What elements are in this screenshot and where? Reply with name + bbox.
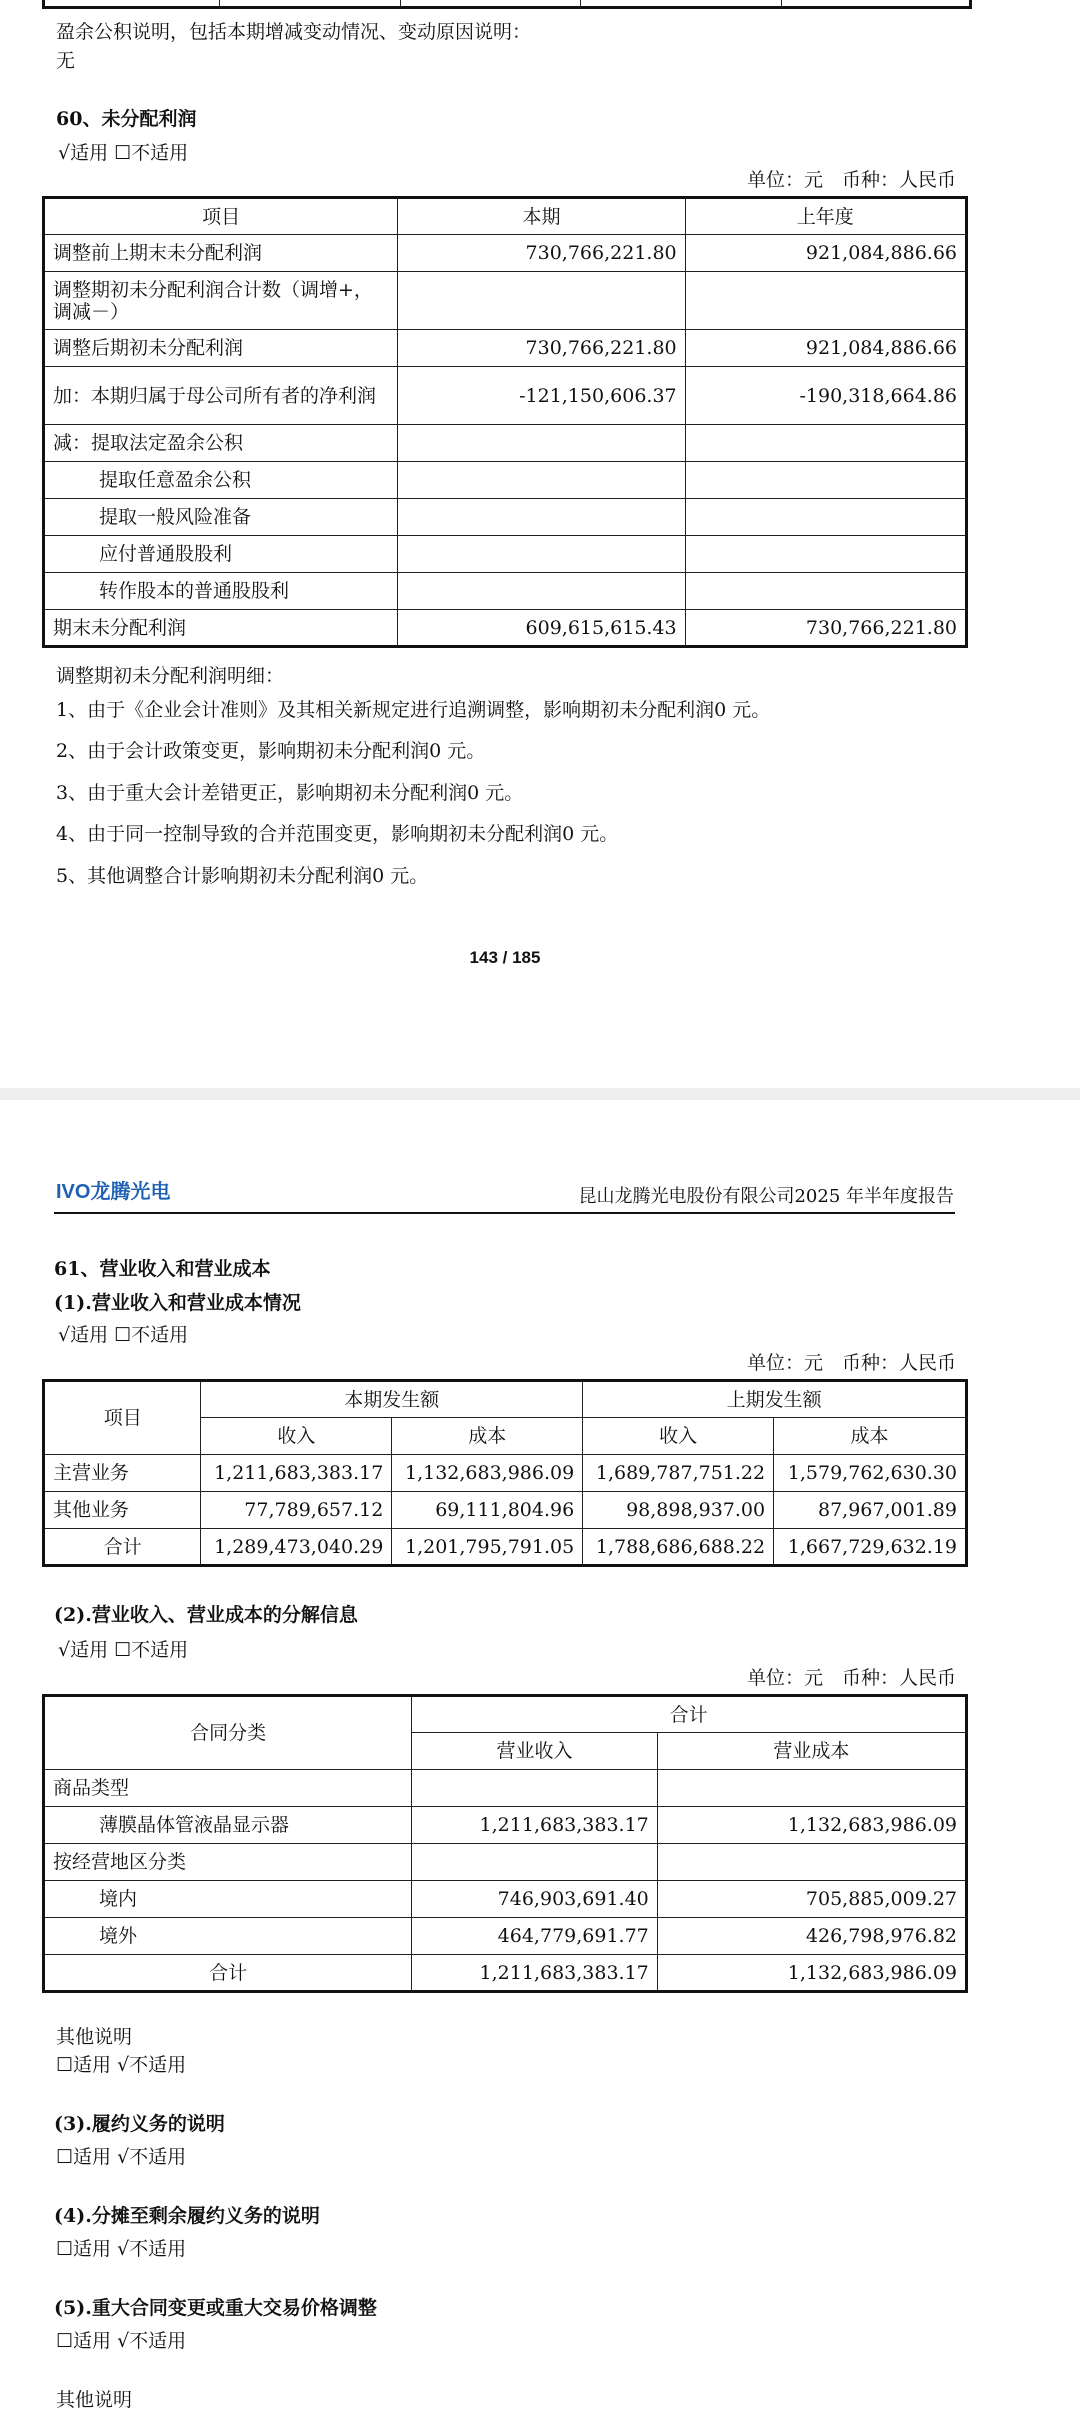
adjustment-detail-title: 调整期初未分配利润明细： [56, 665, 285, 687]
row-revenue: 464,779,691.77 [412, 1918, 658, 1955]
row-current [398, 499, 685, 536]
header-operating-revenue: 营业收入 [412, 1733, 658, 1770]
row-current [398, 536, 685, 573]
not-applicable-checkbox-line: ☐适用 √不适用 [56, 2146, 187, 2168]
not-applicable-checkbox-line: ☐适用 √不适用 [56, 2054, 187, 2076]
row-label: 其他业务 [44, 1492, 201, 1529]
row-cost [657, 1770, 966, 1807]
report-page-143 [0, 0, 1080, 1088]
row-prior [685, 536, 966, 573]
row-label: 调整后期初未分配利润 [44, 330, 398, 367]
table-row [44, 1770, 967, 1807]
row-cost: 1,132,683,986.09 [657, 1955, 966, 1992]
subsection-5-title: (5).重大合同变更或重大交易价格调整 [54, 2297, 377, 2319]
applicable-checkbox-line: √适用 ☐不适用 [58, 1324, 189, 1346]
undistributed-profit-table [42, 196, 968, 648]
row-label: 期末未分配利润 [44, 610, 398, 647]
row-prior-cost: 1,667,729,632.19 [774, 1529, 967, 1566]
row-cost: 1,132,683,986.09 [657, 1807, 966, 1844]
row-cost: 426,798,976.82 [657, 1918, 966, 1955]
table-row [44, 1492, 967, 1529]
table-row [44, 1844, 967, 1881]
row-prior-revenue: 1,788,686,688.22 [583, 1529, 774, 1566]
header-cost: 成本 [774, 1418, 967, 1455]
section-61-title: 61、营业收入和营业成本 [54, 1258, 271, 1280]
other-note-label: 其他说明 [56, 2389, 133, 2411]
not-applicable-checkbox-line: ☐适用 √不适用 [56, 2238, 187, 2260]
table-row [44, 462, 967, 499]
unit-currency-label: 单位：元 币种：人民币 [746, 1352, 956, 1374]
adjustment-detail-item: 5、其他调整合计影响期初未分配利润0 元。 [56, 865, 429, 887]
surplus-reserve-note: 盈余公积说明，包括本期增减变动情况、变动原因说明： [56, 21, 532, 43]
row-prior [685, 272, 966, 330]
surplus-reserve-value: 无 [56, 50, 76, 72]
row-label: 提取任意盈余公积 [44, 462, 398, 499]
table-row [44, 235, 967, 272]
row-cost: 705,885,009.27 [657, 1881, 966, 1918]
header-operating-cost: 营业成本 [657, 1733, 966, 1770]
table-row [44, 1918, 967, 1955]
row-prior-cost: 1,579,762,630.30 [774, 1455, 967, 1492]
row-prior: 921,084,886.66 [685, 330, 966, 367]
row-label: 应付普通股股利 [44, 536, 398, 573]
table-header-row [44, 1696, 967, 1733]
row-prior-revenue: 1,689,787,751.22 [583, 1455, 774, 1492]
table-row [44, 1881, 967, 1918]
row-current: 609,615,615.43 [398, 610, 685, 647]
row-label: 加：本期归属于母公司所有者的净利润 [44, 367, 398, 425]
row-current [398, 573, 685, 610]
other-note-label: 其他说明 [56, 2026, 133, 2048]
row-current-cost: 1,201,795,791.05 [392, 1529, 583, 1566]
row-label: 按经营地区分类 [44, 1844, 412, 1881]
adjustment-detail-item: 1、由于《企业会计准则》及其相关新规定进行追溯调整，影响期初未分配利润0 元。 [56, 699, 771, 721]
row-current: 730,766,221.80 [398, 330, 685, 367]
row-label: 转作股本的普通股股利 [44, 573, 398, 610]
row-current-cost: 69,111,804.96 [392, 1492, 583, 1529]
row-revenue: 1,211,683,383.17 [412, 1955, 658, 1992]
table-row [44, 499, 967, 536]
header-item: 项目 [44, 1381, 201, 1455]
row-current-cost: 1,132,683,986.09 [392, 1455, 583, 1492]
row-label: 调整期初未分配利润合计数（调增+，调减－） [44, 272, 398, 330]
page-number: 143 / 185 [469, 948, 541, 967]
table-row [44, 330, 967, 367]
row-prior [685, 425, 966, 462]
table-row [44, 425, 967, 462]
row-cost [657, 1844, 966, 1881]
adjustment-detail-item: 4、由于同一控制导致的合并范围变更，影响期初未分配利润0 元。 [56, 823, 619, 845]
section-60-title: 60、未分配利润 [56, 108, 197, 130]
table-row [44, 1807, 967, 1844]
row-label: 合计 [44, 1955, 412, 1992]
table-row [44, 610, 967, 647]
table-row [44, 272, 967, 330]
row-prior-cost: 87,967,001.89 [774, 1492, 967, 1529]
row-label: 境内 [44, 1881, 412, 1918]
adjustment-detail-item: 2、由于会计政策变更，影响期初未分配利润0 元。 [56, 740, 486, 762]
row-prior: 921,084,886.66 [685, 235, 966, 272]
table-row [44, 367, 967, 425]
row-label: 合计 [44, 1529, 201, 1566]
row-revenue: 1,211,683,383.17 [412, 1807, 658, 1844]
row-label: 减：提取法定盈余公积 [44, 425, 398, 462]
table-row [44, 536, 967, 573]
row-current: -121,150,606.37 [398, 367, 685, 425]
applicable-checkbox-line: √适用 ☐不适用 [58, 1639, 189, 1661]
subsection-4-title: (4).分摊至剩余履约义务的说明 [54, 2205, 320, 2227]
row-prior [685, 499, 966, 536]
subsection-3-title: (3).履约义务的说明 [54, 2113, 225, 2135]
row-prior [685, 462, 966, 499]
row-prior-revenue: 98,898,937.00 [583, 1492, 774, 1529]
not-applicable-checkbox-line: ☐适用 √不适用 [56, 2330, 187, 2352]
row-revenue [412, 1844, 658, 1881]
previous-table-bottom-edge [42, 0, 972, 9]
row-prior [685, 573, 966, 610]
row-label: 调整前上期末未分配利润 [44, 235, 398, 272]
table-total-row [44, 1955, 967, 1992]
revenue-breakdown-table [42, 1694, 968, 1993]
table-row [44, 573, 967, 610]
row-current [398, 425, 685, 462]
header-total: 合计 [412, 1696, 967, 1733]
header-rule [54, 1212, 955, 1214]
header-current-period: 本期 [398, 198, 685, 235]
row-label: 提取一般风险准备 [44, 499, 398, 536]
subsection-1-title: (1).营业收入和营业成本情况 [54, 1292, 301, 1314]
row-current: 730,766,221.80 [398, 235, 685, 272]
table-header-row [44, 1381, 967, 1418]
row-current [398, 272, 685, 330]
row-prior: 730,766,221.80 [685, 610, 966, 647]
header-cost: 成本 [392, 1418, 583, 1455]
header-prior-period: 上期发生额 [583, 1381, 967, 1418]
row-revenue: 746,903,691.40 [412, 1881, 658, 1918]
row-label: 薄膜晶体管液晶显示器 [44, 1807, 412, 1844]
subsection-2-title: (2).营业收入、营业成本的分解信息 [54, 1604, 358, 1626]
table-row [44, 1455, 967, 1492]
header-contract-category: 合同分类 [44, 1696, 412, 1770]
row-label: 商品类型 [44, 1770, 412, 1807]
header-item: 项目 [44, 198, 398, 235]
report-header-title: 昆山龙腾光电股份有限公司2025 年半年度报告 [578, 1186, 954, 1207]
table-header-row [44, 198, 967, 235]
row-current-revenue: 1,211,683,383.17 [201, 1455, 392, 1492]
header-current-period: 本期发生额 [201, 1381, 583, 1418]
row-current-revenue: 77,789,657.12 [201, 1492, 392, 1529]
row-current-revenue: 1,289,473,040.29 [201, 1529, 392, 1566]
adjustment-detail-item: 3、由于重大会计差错更正，影响期初未分配利润0 元。 [56, 782, 524, 804]
header-prior-year: 上年度 [685, 198, 966, 235]
table-total-row [44, 1529, 967, 1566]
unit-currency-label: 单位：元 币种：人民币 [746, 169, 956, 191]
header-revenue: 收入 [583, 1418, 774, 1455]
unit-currency-label: 单位：元 币种：人民币 [746, 1667, 956, 1689]
row-prior: -190,318,664.86 [685, 367, 966, 425]
header-revenue: 收入 [201, 1418, 392, 1455]
revenue-cost-table [42, 1379, 968, 1567]
row-label: 境外 [44, 1918, 412, 1955]
row-revenue [412, 1770, 658, 1807]
row-label: 主营业务 [44, 1455, 201, 1492]
applicable-checkbox-line: √适用 ☐不适用 [58, 142, 189, 164]
row-current [398, 462, 685, 499]
report-page-144 [0, 1100, 1080, 2411]
company-logo: IVO龙腾光电 [56, 1181, 171, 1203]
page-separator [0, 1088, 1080, 1100]
